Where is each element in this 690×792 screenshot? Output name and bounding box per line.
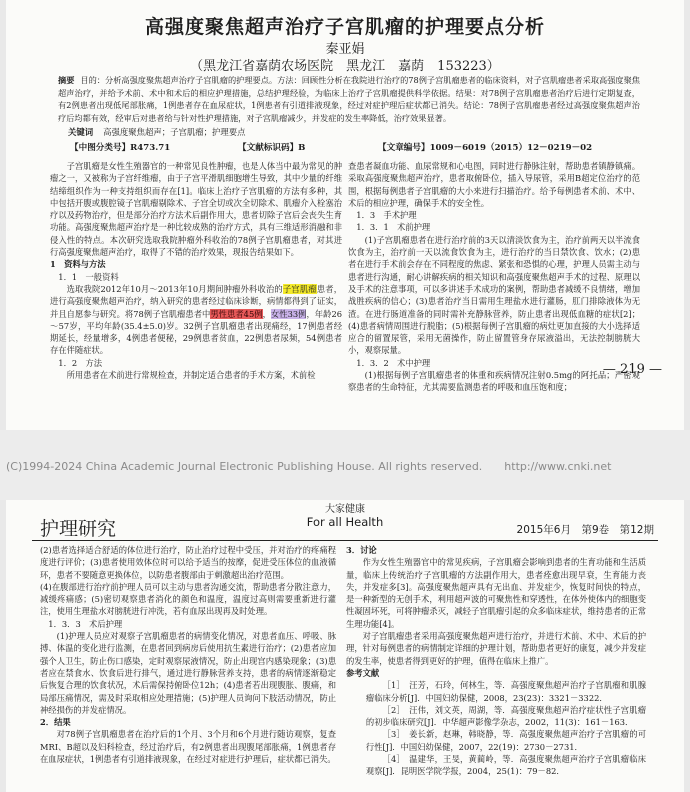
intraop-continued-2: (4)在腹部进行治疗前护理人员可以主动与患者沟通交流，帮助患者分散注意力，减缓疼痛感；(5)密切观察患者消化的颜色和温度，温度过高则需要重新进行灌注，使用生理盐水对膀胱进行冲洗，若有血尿出现再及时处理。 — [40, 581, 336, 617]
classification-number: 【中图分类号】R473.71 — [70, 143, 171, 153]
article-title: 高强度聚焦超声治疗子宫肌瘤的护理要点分析 — [144, 16, 545, 38]
abstract-label: 摘要 — [58, 75, 75, 85]
article-page-2 — [6, 500, 684, 792]
abstract-text: 目的：分析高强度聚焦超声治疗子宫肌瘤的护理要点。方法：回顾性分析在我院进行治疗的78例子宫肌瘤患者的临床资料，对子宫肌瘤患者采取高强度聚焦超声治疗，并给予术前、术中和术后的相应护理措施，总结护理经验，为临床上治疗子宫肌瘤提供科学依据。结果：对78例子宫肌瘤患者治疗后进行定期复查，有2例患者出现低尾部胀痛，1例患者存在血尿症状，1例患者有引道排液现象，经过对症护理后症状都已消失。结论：78例子宫肌瘤患者经过高强度聚焦超声治疗后均都有效，经审后对患者给与针对性护理措施，对子宫肌瘤减少，并发症的发生率降低，治疗效果显著。 — [58, 75, 640, 123]
reference-item: ［3］ 姜长新，赵琳，韩晓静，等．高强度聚焦超声治疗子宫肌瘤的可行性[J]．中国妇幼保健，2007，22(19)：2730－2731． — [365, 729, 646, 752]
section-heading-1-3-2: 1．3．2 术中护理 — [356, 357, 431, 368]
intraop-care-paragraph: (1)根据每例子宫肌瘤患者的体重和疾病情况注射0.5mg的阿托品；严密观察患者的生命特征，尤其需要监测患者的呼吸和血压饱和度； — [348, 370, 640, 393]
reference-item: ［4］ 温建华，王旻，黄蔺岭，等．高强度聚焦超声治疗子宫肌瘤临床观察[J]．昆明医学院学报，2004，25(1)：79－82． — [365, 754, 646, 777]
method-continued: 查患者凝血功能、血尿常规和心电图，同时进行静脉注射，帮助患者镇静镇痛。采取高强度聚焦超声治疗，患者取俯卧位，插入导尿管，采用B超定位治疗的范围，根据每例患者子宫肌瘤的大小来进行扫描治疗。给予每例患者术前、术中、术后的相应护理，确保手术的安全性。 — [348, 161, 640, 208]
general-data-text-3: ， — [262, 308, 271, 319]
issue-info: 2015年6月 第9卷 第12期 — [516, 524, 654, 536]
section-heading-1-3-3: 1．3．3 术后护理 — [48, 618, 123, 629]
general-data-text-2: 患者，进行高强度聚焦超声治疗，纳入研究的患者经过临床诊断，病情都得到了证实，并且自愿参与研究。将78例子宫肌瘤患者中 — [50, 283, 342, 319]
intraop-continued-1: (2)患者选择适合舒适的体位进行治疗，防止治疗过程中受压，并对治疗的疼痛程度进行评价；(3)患者使用效体位时可以给予适当的按摩，促进受压体位的血液循环，患者不要随意更换体位，以防患者腹部由于刺激超出治疗范围。 — [40, 545, 336, 580]
reference-item: ［1］ 汪芳，石玲，何林生，等．高强度聚焦超声治疗子宫肌瘤和肌腺瘤临床分析[J]．中国妇幼保健，2008，23(23)：3321－3322． — [365, 680, 646, 703]
journal-title-en: For all Health — [306, 515, 384, 529]
abstract — [58, 74, 640, 126]
left-column — [50, 160, 343, 381]
keywords — [68, 126, 246, 139]
intro-paragraph: 子宫肌瘤是女性生殖器官的一种常见良性肿瘤，也是人体当中最为常见的肿瘤之一，又被称为子宫纤维瘤，由于子宫平滑肌细胞增生导致，其中少量的纤维结缔组织作为一种支持组织而存在[1]。临床上治疗子宫肌瘤的方法有多种，其中包括开腹或腹腔镜子宫肌瘤剔除术、子宫全切或次全切除术、肌瘤介入栓塞治疗以及药物治疗，但是部分治疗方法术后副作用大，患者切除子宫后会丧失生育功能。高强度聚焦超声治疗是一种比较成熟的治疗方式，具有三维适形消融和非侵入性的特点。本次研究选取我院肿瘤外科收治的78例子宫肌瘤患者，对其进行高强度聚焦超声治疗，取得了不错的治疗效果，现报告结果如下。 — [50, 161, 342, 258]
method-paragraph: 所用患者在术前进行常规检查，并制定适合患者的手术方案，术前检 — [66, 370, 316, 381]
section-heading-3: 3．讨论 — [346, 545, 377, 555]
keywords-label: 关键词 — [68, 127, 94, 137]
left-column-2 — [40, 544, 336, 790]
author-affiliation: （黑龙江省嘉荫农场医院 黑龙江 嘉荫 153223） — [190, 59, 500, 74]
preop-care-paragraph: (1)子宫肌瘤患者在进行治疗前的3天以清淡饮食为主，治疗前两天以半流食饮食为主，治疗前一天以流食饮食为主，进行治疗的当日禁饮食、饮水；(2)患者在进行手术前会存在不同程度的焦虑、紧张和恐惧的心理，护理人员需主动与患者进行沟通，耐心讲解疾病的相关知识和高强度聚焦超声手术的过程、原理以及手术的注意事项，可以多讲述手术成功的案例，帮助患者减缓不良情绪，增加战胜疾病的信心；(3)患者治疗当日需用生理盐水进行灌肠，肛门排除液体为无渣。在进行肠道准备的同时需补充静脉营养，防止患者出现低血糖的症状[2]；(4)患者病情周围进行脱脂；(5)根据每例子宫肌瘤的病灶更加直接的大小选择适应合的留置尿管，采用无菌操作，防止留置管身存尿液溢出，无法控制膀胱大小，观察尿量。 — [348, 234, 640, 356]
journal-name: 护理研究 — [40, 518, 117, 540]
copyright-notice: (C)1994-2024 China Academic Journal Electronic Publishing House. All rights reserved. http://www.cnki.net — [6, 460, 612, 473]
author-name: 秦亚娟 — [325, 42, 365, 57]
section-heading-1-3: 1．3 手术护理 — [356, 210, 417, 221]
section-heading-1-2: 1．2 方法 — [58, 357, 103, 368]
general-data-paragraph — [50, 283, 342, 357]
journal-title-cn: 大家健康 — [325, 504, 365, 515]
section-heading-1-3-1: 1．3．1 术前护理 — [356, 222, 431, 233]
page-number: — 219 — — [602, 362, 662, 377]
results-paragraph: 对78例子宫肌瘤患者在治疗后的1个月、3个月和6个月进行随访观察，复查MRI、B超以及妇科检查，经过治疗后，有2例患者出现腹尾部胀痛，1例患者存在血尿症状，1例患者有引道排液现象，在经过对症进行护理后，症状都已消失。 — [40, 729, 336, 765]
discussion-paragraph-1: 作为女性生殖器官中的常见疾病，子宫肌瘤会影响到患者的生育功能和生活质量，临床上传统治疗子宫肌瘤的方法副作用大，患者痊愈出现早衰，生育能力丧失，并发症多[3]。高强度聚焦超声具有无出血、并发症少，恢复时间快的特点，是一种新型的无创手术，利用超声波的可聚焦性和穿透性，在体外使体内的细胞变性凝固坏死，可将肿瘤杀灭，减轻子宫肌瘤引起的众多临床症状，维持患者的正常生理功能[4]。 — [346, 557, 646, 629]
section-heading-2: 2．结果 — [40, 717, 71, 728]
highlight-male-count: 男性患者45例 — [210, 308, 263, 319]
discussion-paragraph-2: 对子宫肌瘤患者采用高强度聚焦超声进行治疗，并进行术前、术中、术后的护理，针对每例患者的病情制定详细的护理计划，帮助患者更好的康复，减少并发症的发生率，使患者得到更好的护理，值得在临床上推广。 — [346, 631, 646, 666]
document-code: 【文献标识码】B — [238, 143, 306, 153]
section-heading-1: 1 资料与方法 — [50, 259, 106, 270]
right-column-2 — [346, 544, 646, 790]
general-data-text-1: 选取我院2012年10月～2013年10月期间肿瘤外科收治的 — [66, 283, 283, 294]
postop-care-paragraph: (1)护理人员应对观察子宫肌瘤患者的病情变化情况，对患者血压、呼吸、脉搏、体温的变化进行监测，在患者回到病房后使用抗生素进行治疗；(2)患者应加强个人卫生，防止伤口感染，定时观察尿液情况，防止出现宫内感染现象；(3)患者应在禁食水、饮食后进行排气，通过进行静脉营养支持，患者的病情逐渐稳定后恢复合理的饮食状况，术后需保持俯卧位12h；(4)患者若出现腹胀、腹痛，和局部压痛情况，需及时采取相应处理措施；(5)护理人员询问下肢活动情况，防止神经损伤的并发症情况。 — [40, 631, 336, 715]
article-page-1 — [6, 0, 684, 430]
reference-item: ［2］ 汪伟，刘文英，周湖，等．高强度聚焦超声治疗症状性子宫肌瘤的初步临床研究[J]．中华超声影像学杂志，2002，11(3)：161－163． — [365, 704, 646, 728]
article-number: 【文章编号】1009－6019（2015）12－0219－02 — [378, 143, 593, 153]
highlight-female-count: 女性33例 — [270, 308, 307, 319]
references-title: 参考文献 — [346, 667, 380, 678]
keywords-text: 高强度聚焦超声；子宫肌瘤；护理要点 — [103, 127, 246, 137]
general-data-text-4: ，年龄26～57岁，平均年龄(35.4±5.0)岁。32例子宫肌瘤患者出现痛经，17例患者经期延长，经量增多，4例患者便秘，29例患者贫血，22例患者尿频，54例患者存在伴随症状。 — [50, 308, 343, 356]
header-rule — [32, 540, 658, 541]
section-heading-1-1: 1．1 一般资料 — [58, 271, 119, 282]
highlight-fibroid: 子宫肌瘤 — [282, 283, 317, 294]
